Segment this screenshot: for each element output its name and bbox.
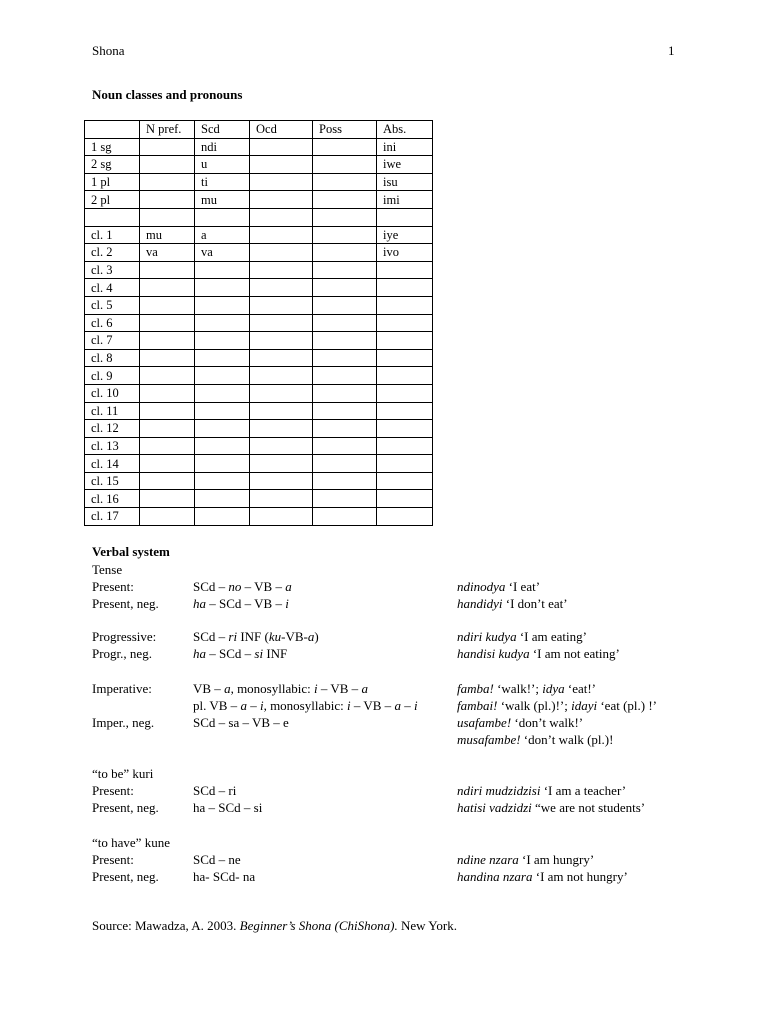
verbal-row: [0, 799, 768, 816]
column-header: Abs.: [377, 121, 433, 139]
table-cell: [377, 296, 433, 314]
table-cell: [377, 402, 433, 420]
verbal-row-example: musafambe! ‘don’t walk (pl.)!: [457, 732, 614, 747]
table-row: [85, 279, 433, 297]
table-cell: [250, 173, 313, 191]
verbal-row: [0, 680, 768, 697]
verbal-row-example: handidyi ‘I don’t eat’: [457, 596, 568, 611]
table-row: [85, 472, 433, 490]
table-cell: [313, 314, 377, 332]
table-cell: [250, 261, 313, 279]
verbal-row: [0, 561, 768, 578]
column-header: N pref.: [140, 121, 195, 139]
table-row: [85, 173, 433, 191]
table-cell: cl. 14: [85, 455, 140, 473]
table-cell: cl. 16: [85, 490, 140, 508]
table-cell: [313, 191, 377, 209]
column-header: [85, 121, 140, 139]
italic-text: a: [240, 698, 247, 713]
verbal-row: [0, 645, 768, 662]
table-cell: [250, 138, 313, 156]
table-cell: [250, 279, 313, 297]
table-cell: [250, 244, 313, 262]
italic-text: a: [224, 681, 231, 696]
table-cell: [140, 490, 195, 508]
section-title-noun-classes: Noun classes and pronouns: [92, 87, 243, 102]
table-cell: [313, 261, 377, 279]
verbal-row-form: SCd – no – VB – a: [193, 579, 292, 594]
italic-text: fambai!: [457, 698, 498, 713]
table-cell: [140, 367, 195, 385]
verbal-row-form: ha – SCd – VB – i: [193, 596, 289, 611]
table-cell: [250, 226, 313, 244]
table-cell: [195, 349, 250, 367]
table-cell: [140, 472, 195, 490]
table-row: [85, 208, 433, 226]
verbal-row-label: Present:: [92, 579, 134, 594]
verbal-row-label: “to be” kuri: [92, 766, 154, 781]
italic-text: Beginner’s Shona (ChiShona).: [239, 918, 398, 933]
italic-text: ha: [193, 646, 206, 661]
italic-text: a: [394, 698, 401, 713]
verbal-row: [0, 578, 768, 595]
italic-text: usafambe!: [457, 715, 512, 730]
verbal-row-label: Imperative:: [92, 681, 152, 696]
table-cell: [250, 437, 313, 455]
table-cell: [85, 208, 140, 226]
verbal-row-form: VB – a, monosyllabic: i – VB – a: [193, 681, 368, 696]
verbal-row-example: fambai! ‘walk (pl.)!’; idayi ‘eat (pl.) !’: [457, 698, 658, 713]
table-cell: [313, 367, 377, 385]
table-cell: [250, 384, 313, 402]
table-cell: [377, 208, 433, 226]
verbal-row-example: hatisi vadzidzi “we are not students’: [457, 800, 646, 815]
table-row: [85, 191, 433, 209]
column-header: Scd: [195, 121, 250, 139]
table-cell: [140, 508, 195, 526]
table-row: [85, 332, 433, 350]
italic-text: si: [254, 646, 264, 661]
italic-text: i: [285, 596, 289, 611]
table-cell: [140, 208, 195, 226]
noun-class-table: [84, 120, 433, 526]
table-cell: 2 pl: [85, 191, 140, 209]
verbal-row-label: Tense: [92, 562, 123, 577]
table-cell: [313, 138, 377, 156]
table-cell: cl. 11: [85, 402, 140, 420]
verbal-row: [0, 697, 768, 714]
table-cell: [313, 156, 377, 174]
table-cell: 1 sg: [85, 138, 140, 156]
table-cell: cl. 2: [85, 244, 140, 262]
italic-text: i: [413, 698, 418, 713]
verbal-row-form: SCd – ne: [193, 852, 241, 867]
verbal-row-form: ha – SCd – si INF: [193, 646, 288, 661]
table-cell: [313, 173, 377, 191]
verbal-row: [0, 731, 768, 748]
italic-text: handidyi: [457, 596, 503, 611]
table-cell: [195, 296, 250, 314]
table-cell: ndi: [195, 138, 250, 156]
verbal-row: [0, 782, 768, 799]
table-cell: cl. 7: [85, 332, 140, 350]
table-cell: [140, 332, 195, 350]
table-cell: [313, 437, 377, 455]
table-cell: [140, 455, 195, 473]
table-cell: [313, 455, 377, 473]
verbal-row-form: SCd – sa – VB – e: [193, 715, 289, 730]
table-cell: [195, 314, 250, 332]
italic-text: idya: [542, 681, 565, 696]
table-row: [85, 261, 433, 279]
table-cell: [140, 138, 195, 156]
table-cell: [250, 455, 313, 473]
table-row: [85, 420, 433, 438]
italic-text: hatisi vadzidzi: [457, 800, 532, 815]
verbal-row-example: ndinodya ‘I eat’: [457, 579, 541, 594]
source-citation: Source: Mawadza, A. 2003. Beginner’s Shona (ChiShona). New York.: [92, 918, 457, 933]
table-cell: ivo: [377, 244, 433, 262]
verbal-row-label: Present:: [92, 783, 134, 798]
table-cell: [250, 472, 313, 490]
verbal-row-form: SCd – ri: [193, 783, 237, 798]
table-cell: [377, 384, 433, 402]
italic-text: ha: [193, 596, 206, 611]
verbal-row-form: SCd – ri INF (ku-VB-a): [193, 629, 319, 644]
table-cell: iye: [377, 226, 433, 244]
table-cell: [313, 384, 377, 402]
table-cell: [140, 384, 195, 402]
italic-text: ndine nzara: [457, 852, 519, 867]
table-cell: [377, 367, 433, 385]
table-cell: [195, 208, 250, 226]
table-cell: [195, 261, 250, 279]
italic-text: i: [259, 698, 264, 713]
table-cell: cl. 15: [85, 472, 140, 490]
table-cell: [140, 402, 195, 420]
table-cell: [313, 472, 377, 490]
table-row: [85, 367, 433, 385]
table-cell: cl. 8: [85, 349, 140, 367]
table-cell: [377, 349, 433, 367]
table-cell: [140, 279, 195, 297]
table-cell: [377, 508, 433, 526]
italic-text: a: [361, 681, 368, 696]
table-cell: [250, 420, 313, 438]
table-cell: [313, 244, 377, 262]
italic-text: ndiri kudya: [457, 629, 517, 644]
table-cell: [313, 296, 377, 314]
table-cell: [140, 420, 195, 438]
verbal-row-label: Present, neg.: [92, 596, 159, 611]
table-row: [85, 402, 433, 420]
table-cell: [313, 490, 377, 508]
table-cell: [140, 296, 195, 314]
verbal-row-example: ndiri mudzidzisi ‘I am a teacher’: [457, 783, 627, 798]
table-cell: [313, 208, 377, 226]
table-cell: [313, 420, 377, 438]
verbal-row-form: pl. VB – a – i, monosyllabic: i – VB – a – i: [193, 698, 418, 713]
table-cell: imi: [377, 191, 433, 209]
table-cell: [313, 349, 377, 367]
verbal-row-example: ndine nzara ‘I am hungry’: [457, 852, 595, 867]
italic-text: famba!: [457, 681, 494, 696]
table-cell: [377, 455, 433, 473]
table-row: [85, 226, 433, 244]
table-cell: va: [195, 244, 250, 262]
table-cell: [250, 208, 313, 226]
table-cell: cl. 5: [85, 296, 140, 314]
table-cell: [195, 384, 250, 402]
italic-text: i: [313, 681, 318, 696]
table-row: [85, 437, 433, 455]
column-header: Ocd: [250, 121, 313, 139]
table-cell: ti: [195, 173, 250, 191]
verbal-row: [0, 851, 768, 868]
table-cell: [250, 314, 313, 332]
table-header-row: [85, 121, 433, 139]
table-cell: [195, 455, 250, 473]
table-cell: cl. 10: [85, 384, 140, 402]
table-cell: [140, 437, 195, 455]
verbal-row: [0, 834, 768, 851]
table-cell: [313, 279, 377, 297]
table-cell: [195, 332, 250, 350]
verbal-row-form: ha – SCd – si: [193, 800, 263, 815]
table-cell: va: [140, 244, 195, 262]
table-cell: [195, 472, 250, 490]
table-row: [85, 508, 433, 526]
page-header-title: Shona: [92, 43, 125, 58]
table-cell: [250, 296, 313, 314]
verbal-row: [0, 714, 768, 731]
italic-text: handina nzara: [457, 869, 533, 884]
table-row: [85, 455, 433, 473]
table-cell: ini: [377, 138, 433, 156]
verbal-row-label: Progressive:: [92, 629, 157, 644]
verbal-row-example: handisi kudya ‘I am not eating’: [457, 646, 620, 661]
table-cell: cl. 9: [85, 367, 140, 385]
verbal-row: [0, 595, 768, 612]
table-cell: [377, 420, 433, 438]
table-cell: [250, 156, 313, 174]
table-row: [85, 296, 433, 314]
table-cell: isu: [377, 173, 433, 191]
table-cell: [377, 490, 433, 508]
verbal-row-label: Present, neg.: [92, 869, 159, 884]
table-cell: [313, 402, 377, 420]
italic-text: idayi: [571, 698, 598, 713]
table-cell: 1 pl: [85, 173, 140, 191]
table-cell: cl. 6: [85, 314, 140, 332]
table-cell: [195, 279, 250, 297]
italic-text: no: [228, 579, 242, 594]
italic-text: i: [346, 698, 351, 713]
verbal-row: [0, 765, 768, 782]
table-cell: [250, 332, 313, 350]
table-cell: [377, 437, 433, 455]
italic-text: ndiri mudzidzisi: [457, 783, 541, 798]
table-cell: [195, 437, 250, 455]
table-cell: cl. 12: [85, 420, 140, 438]
table-cell: [140, 156, 195, 174]
table-cell: [313, 332, 377, 350]
table-cell: [377, 279, 433, 297]
table-row: [85, 314, 433, 332]
table-cell: [250, 402, 313, 420]
table-cell: [195, 420, 250, 438]
verbal-row-example: handina nzara ‘I am not hungry’: [457, 869, 628, 884]
italic-text: handisi kudya: [457, 646, 530, 661]
verbal-row-example: ndiri kudya ‘I am eating’: [457, 629, 587, 644]
table-cell: [313, 226, 377, 244]
italic-text: ri: [228, 629, 238, 644]
verbal-row: [0, 628, 768, 645]
table-cell: [195, 490, 250, 508]
table-cell: [250, 191, 313, 209]
verbal-row: [0, 868, 768, 885]
table-cell: [195, 508, 250, 526]
italic-text: a: [307, 629, 315, 644]
table-cell: 2 sg: [85, 156, 140, 174]
table-cell: [195, 367, 250, 385]
italic-text: musafambe!: [457, 732, 521, 747]
column-header: Poss: [313, 121, 377, 139]
table-row: [85, 384, 433, 402]
table-cell: [140, 349, 195, 367]
table-cell: [140, 173, 195, 191]
verbal-row-label: “to have” kune: [92, 835, 170, 850]
verbal-row-label: Present:: [92, 852, 134, 867]
italic-text: ndinodya: [457, 579, 506, 594]
table-row: [85, 156, 433, 174]
table-row: [85, 490, 433, 508]
table-cell: [250, 490, 313, 508]
table-cell: [313, 508, 377, 526]
table-row: [85, 244, 433, 262]
table-cell: u: [195, 156, 250, 174]
table-cell: mu: [195, 191, 250, 209]
table-cell: [250, 349, 313, 367]
verbal-row-example: famba! ‘walk!’; idya ‘eat!’: [457, 681, 596, 696]
table-cell: [140, 261, 195, 279]
table-cell: [377, 261, 433, 279]
table-cell: [195, 402, 250, 420]
table-cell: mu: [140, 226, 195, 244]
table-cell: [377, 332, 433, 350]
page-number: 1: [668, 43, 675, 58]
table-cell: [250, 508, 313, 526]
table-cell: [140, 314, 195, 332]
table-cell: [250, 367, 313, 385]
table-cell: cl. 4: [85, 279, 140, 297]
verbal-row-label: Imper., neg.: [92, 715, 155, 730]
verbal-row-example: usafambe! ‘don’t walk!’: [457, 715, 584, 730]
table-cell: [140, 191, 195, 209]
italic-text: a: [285, 579, 292, 594]
table-cell: cl. 13: [85, 437, 140, 455]
verbal-row-label: Present, neg.: [92, 800, 159, 815]
table-cell: cl. 3: [85, 261, 140, 279]
table-row: [85, 349, 433, 367]
table-cell: a: [195, 226, 250, 244]
table-row: [85, 138, 433, 156]
table-cell: cl. 17: [85, 508, 140, 526]
verbal-row-form: ha- SCd- na: [193, 869, 256, 884]
table-cell: cl. 1: [85, 226, 140, 244]
italic-text: ku: [268, 629, 282, 644]
table-cell: [377, 472, 433, 490]
section-title-verbal-system: Verbal system: [92, 544, 170, 559]
table-cell: [377, 314, 433, 332]
table-cell: iwe: [377, 156, 433, 174]
verbal-row-label: Progr., neg.: [92, 646, 152, 661]
